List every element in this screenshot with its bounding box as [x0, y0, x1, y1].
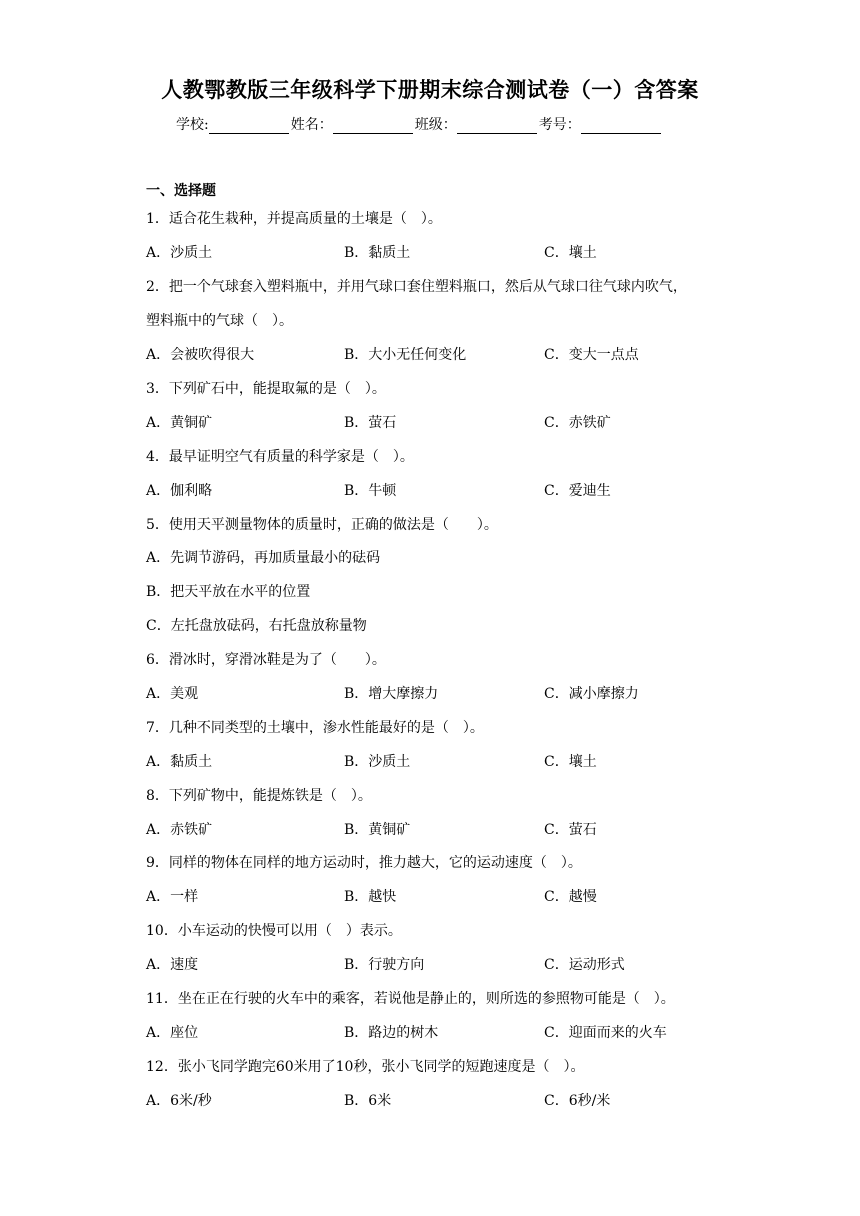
question-options: [146, 683, 706, 703]
question-options: [146, 344, 706, 364]
question-stem: 2．把一个气球套入塑料瓶中，并用气球口套住塑料瓶口，然后从气球口往气球内吹气，: [146, 279, 687, 295]
option-c: C．迎面而来的火车: [544, 1025, 667, 1041]
option-c: C．赤铁矿: [544, 415, 611, 431]
option-b: B．行驶方向: [344, 957, 425, 973]
question-options: [146, 954, 706, 974]
class-blank[interactable]: [457, 117, 537, 134]
option-a: A．先调节游码，再加质量最小的砝码: [146, 550, 381, 566]
student-info-line: [176, 114, 663, 134]
option-a: A．速度: [146, 957, 199, 973]
option-c: C．减小摩擦力: [544, 686, 639, 702]
option-b: B．6米: [344, 1093, 392, 1109]
option-c: C．6秒/米: [544, 1093, 611, 1109]
option-c: C．壤土: [544, 245, 597, 261]
option-a: A．黄铜矿: [146, 415, 213, 431]
option-a: A．沙质土: [146, 245, 213, 261]
question-options: [146, 242, 706, 262]
option-c: C．运动形式: [544, 957, 625, 973]
question-stem: 10．小车运动的快慢可以用（ ）表示。: [146, 923, 402, 939]
question-options: [146, 1090, 706, 1110]
name-blank[interactable]: [333, 117, 413, 134]
question-stem: 4．最早证明空气有质量的科学家是（ ）。: [146, 449, 414, 465]
option-a: A．会被吹得很大: [146, 347, 255, 363]
option-a: A．座位: [146, 1025, 199, 1041]
question-stem: 7．几种不同类型的土壤中，渗水性能最好的是（ ）。: [146, 720, 484, 736]
question-stem: 8．下列矿物中，能提炼铁是（ ）。: [146, 788, 372, 804]
option-a: A．黏质土: [146, 754, 213, 770]
question-options: [146, 412, 706, 432]
exam-title: 人教鄂教版三年级科学下册期末综合测试卷（一）含答案: [161, 78, 699, 102]
option-a: A．一样: [146, 889, 199, 905]
number-blank[interactable]: [581, 117, 661, 134]
option-b: B．黄铜矿: [344, 822, 411, 838]
option-c: C．爱迪生: [544, 483, 611, 499]
question-stem: 12．张小飞同学跑完60米用了10秒，张小飞同学的短跑速度是（ ）。: [146, 1059, 585, 1075]
number-label: 考号：: [538, 117, 581, 133]
option-c: C．壤土: [544, 754, 597, 770]
option-b: B．路边的树木: [344, 1025, 439, 1041]
question-stem: 3．下列矿石中，能提取氟的是（ ）。: [146, 381, 386, 397]
option-a: A．赤铁矿: [146, 822, 213, 838]
question-stem: 5．使用天平测量物体的质量时，正确的做法是（ ）。: [146, 517, 498, 533]
question-stem: 11．坐在正在行驶的火车中的乘客，若说他是静止的，则所选的参照物可能是（ ）。: [146, 991, 675, 1007]
option-c: C．越慢: [544, 889, 597, 905]
school-label: 学校:: [176, 117, 209, 133]
question-options: [146, 480, 706, 500]
question-stem: 1．适合花生栽种，并提高质量的土壤是（ ）。: [146, 211, 442, 227]
school-blank[interactable]: [209, 117, 289, 134]
question-stem-continued: 塑料瓶中的气球（ ）。: [146, 313, 293, 329]
question-options: [146, 819, 706, 839]
question-options: [146, 1022, 706, 1042]
option-b: B．增大摩擦力: [344, 686, 439, 702]
name-label: 姓名：: [290, 117, 333, 133]
class-label: 班级：: [414, 117, 457, 133]
option-a: A．伽利略: [146, 483, 213, 499]
section-heading: 一、选择题: [146, 183, 216, 199]
question-options: [146, 886, 706, 906]
question-stem: 6．滑冰时，穿滑冰鞋是为了（ ）。: [146, 652, 386, 668]
option-b: B．沙质土: [344, 754, 411, 770]
option-b: B．把天平放在水平的位置: [146, 584, 311, 600]
option-b: B．大小无任何变化: [344, 347, 467, 363]
option-c: C．变大一点点: [544, 347, 639, 363]
option-c: C．左托盘放砝码，右托盘放称量物: [146, 618, 367, 634]
option-a: A．6米/秒: [146, 1093, 212, 1109]
option-b: B．萤石: [344, 415, 397, 431]
question-stem: 9．同样的物体在同样的地方运动时，推力越大，它的运动速度（ ）。: [146, 855, 582, 871]
option-a: A．美观: [146, 686, 199, 702]
option-b: B．牛顿: [344, 483, 397, 499]
option-b: B．黏质土: [344, 245, 411, 261]
option-c: C．萤石: [544, 822, 597, 838]
option-b: B．越快: [344, 889, 397, 905]
question-options: [146, 751, 706, 771]
